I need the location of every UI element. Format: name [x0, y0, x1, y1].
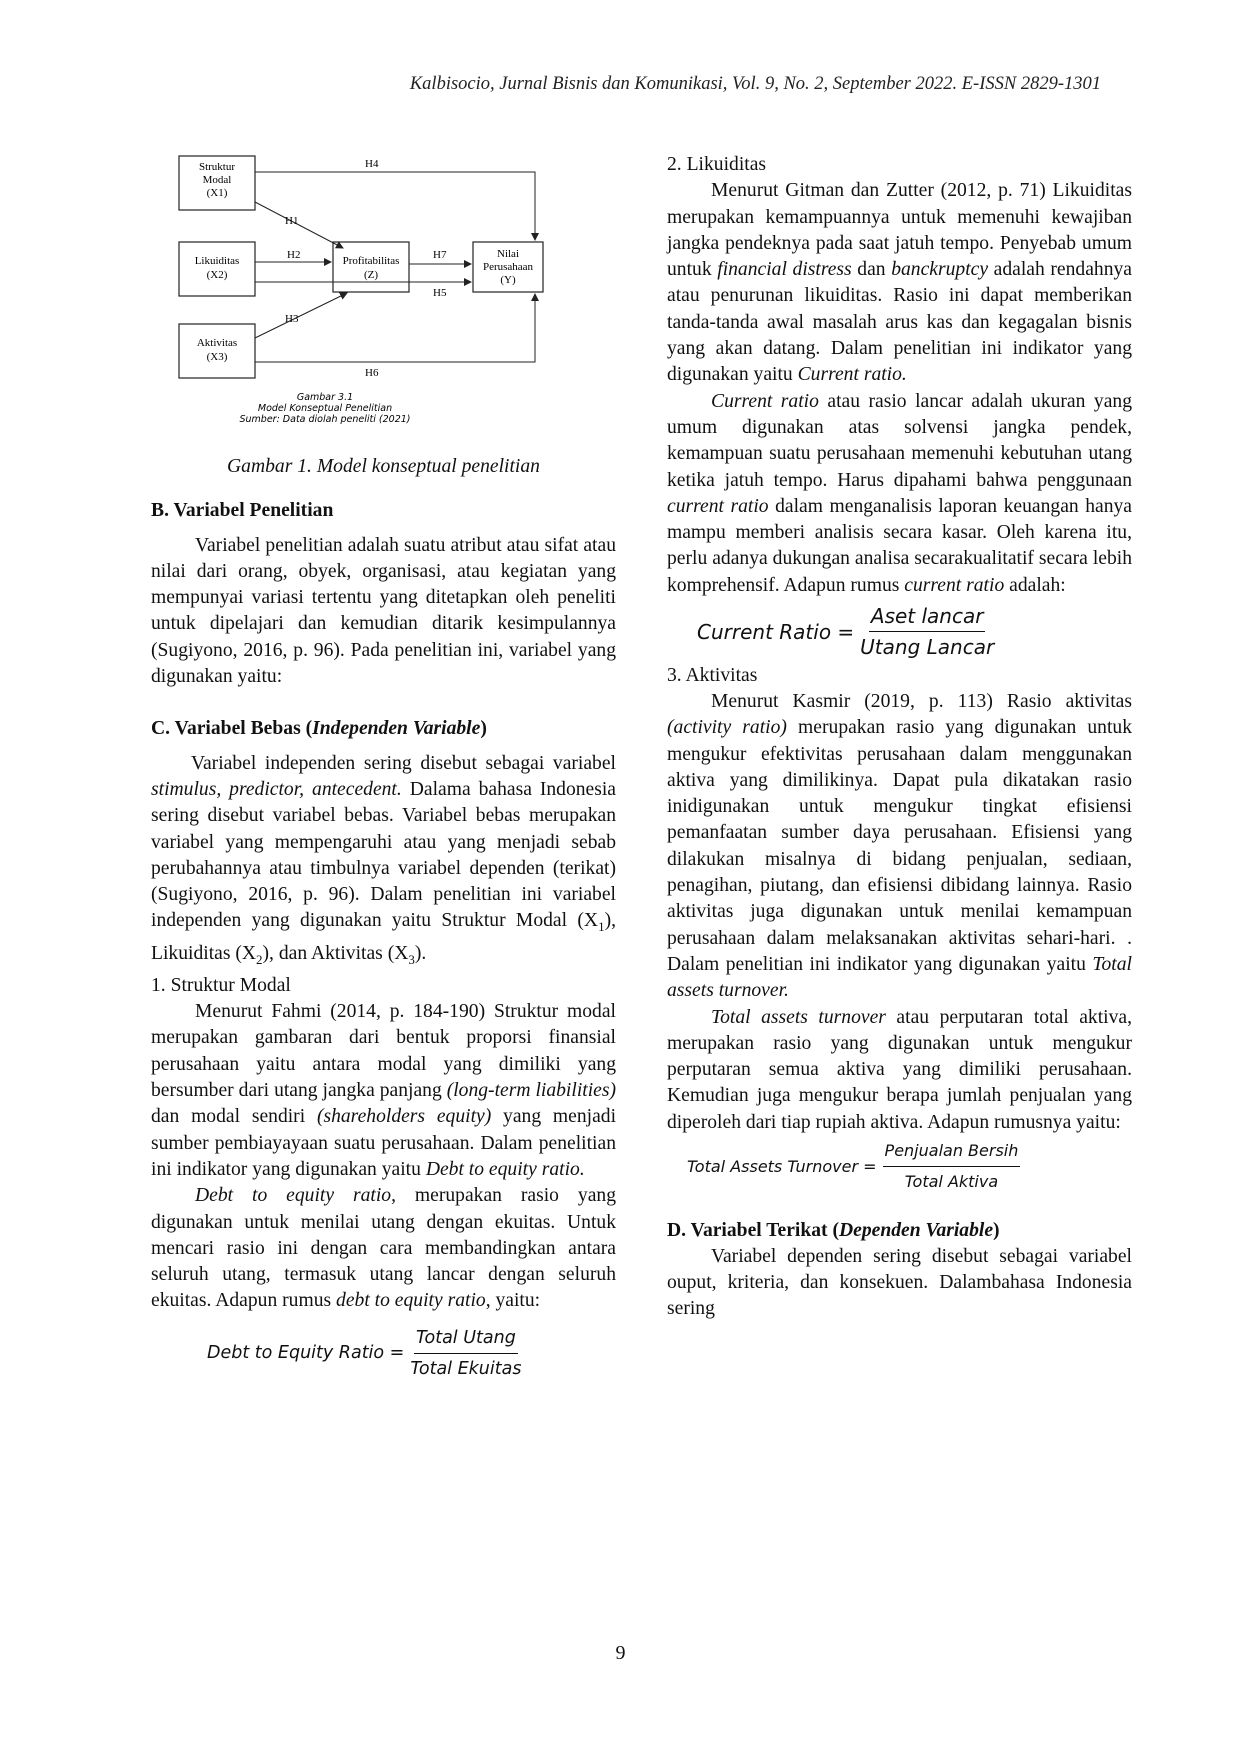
formula-der-num: Total Utang — [414, 1325, 518, 1354]
aktivitas-paragraph-2: Total assets turnover atau perputaran total aktiva, merupakan rasio yang digunakan untuk mengukur perputaran semua aktiva yang dimiliki perusahaan. Kemudian juga mengukur berapa jumlah penjualan yang diperoleh dari tiap rupiah aktiva. Adapun rumusnya yaitu: — [667, 1006, 1132, 1133]
z-line1: Profitabilitas — [342, 255, 400, 267]
struktur-modal-paragraph-2: Debt to equity ratio, merupakan rasio yang digunakan untuk menilai utang dengan ekuitas. Untuk mencari rasio ini dengan cara membandingkan antara seluruh utang, termasuk utang lancar dengan seluruh ekuitas. Adapun rumus debt to equity ratio, yaitu: — [151, 1185, 616, 1312]
struktur-modal-paragraph-1: Menurut Fahmi (2014, p. 184-190) Struktur modal merupakan gambaran dari bentuk proporsi finansial perusahaan yaitu antara modal yang dimiliki yang bersumber dari utang jangka panjang (long-term liabilities) dan modal sendiri (shareholders equity) yang menjadi sumber pembiayayaan suatu perusahaan. Dalam penelitian ini indikator yang digunakan yaitu Debt to equity ratio. — [151, 1001, 617, 1180]
y-line1: Nilai — [497, 248, 519, 260]
diagram-svg — [175, 152, 595, 452]
arrow-h6 — [255, 294, 535, 362]
section-d-paragraph: Variabel dependen sering disebut sebagai variabel ouput, kriteria, dan konsekuen. Dalambahasa Indonesia sering — [667, 1245, 1132, 1320]
formula-tat-den: Total Aktiva — [904, 1172, 999, 1192]
section-d-heading: D. Variabel Terikat (Dependen Variable) — [667, 1219, 1000, 1241]
y-line3: (Y) — [500, 274, 516, 286]
formula-cr-den: Utang Lancar — [860, 635, 995, 660]
left-column — [151, 152, 616, 1382]
inner-caption-3: Sumber: Data diolah peneliti (2021) — [239, 414, 411, 425]
right-column — [667, 152, 1132, 1323]
section-b-heading: B. Variabel Penelitian — [151, 500, 334, 522]
figure-conceptual-model — [151, 152, 616, 452]
running-header: Kalbisocio, Jurnal Bisnis dan Komunikasi, Vol. 9, No. 2, September 2022. E-ISSN 2829-1301 — [409, 74, 1101, 94]
aktivitas-paragraph-1: Menurut Kasmir (2019, p. 113) Rasio aktivitas (activity ratio) merupakan rasio yang digunakan untuk mengukur efektivitas perusahaan dalam menggunakan aktiva yang dimilikinya. Dapat pula dikatakan rasio inidigunakan untuk mengukur tingkat efisiensi pemanfaatan sumber daya perusahaan. Efisiensi yang dilakukan misalnya di bidang penjualan, sediaan, penagihan, piutang, dan efisiensi dibidang lainnya. Rasio aktivitas juga digunakan untuk menilai kemampuan perusahaan dalam melaksanakan aktivitas sehari-hari. . Dalam penelitian ini indikator yang digunakan yaitu Total assets turnover. — [667, 690, 1132, 1002]
x1-line2: Modal — [202, 174, 232, 186]
section-c-paragraph: Variabel independen sering disebut sebagai variabel stimulus, predictor, antecedent. Dalama bahasa Indonesia sering disebut variabel bebas. Variabel bebas merupakan variabel yang mempengaruhi atau yang menjadi sebab perubahannya atau timbulnya variabel dependen (terikat) (Sugiyono, 2016, p. 96). Dalam penelitian ini variabel independen yang digunakan yaitu Struktur Modal $(X_1)$, Likuiditas $(X_2)$, dan Aktivitas $(X_3)$. — [151, 752, 616, 967]
arrow-h1 — [255, 202, 343, 248]
likuiditas-title: 2. Likuiditas — [667, 154, 767, 175]
formula-tat — [687, 1138, 1132, 1196]
formula-der-den: Total Ekuitas — [410, 1359, 522, 1380]
inner-caption-2: Model Konseptual Penelitian — [257, 403, 393, 414]
formula-cr — [697, 603, 1132, 661]
label-h5: H5 — [433, 287, 447, 299]
inner-caption-1: Gambar 3.1 — [296, 392, 354, 403]
label-h6: H6 — [365, 367, 379, 379]
x1-line1: Struktur — [198, 161, 236, 173]
likuiditas-paragraph-1: Menurut Gitman dan Zutter (2012, p. 71) Likuiditas merupakan kemampuannya untuk memenuhi kewajiban jangka pendeknya pada saat jatuh tempo. Penyebab umum untuk financial distress dan banckruptcy adalah rendahnya atau penurunan likuiditas. Rasio ini dapat memberikan tanda-tanda awal masalah arus kas dan kegagalan bisnis yang akan datang. Dalam penelitian ini indikator yang digunakan yaitu Current ratio. — [667, 180, 1132, 386]
x1-line3: (X1) — [206, 187, 228, 199]
likuiditas-paragraph-2: Current ratio atau rasio lancar adalah ukuran yang umum digunakan atas solvensi jangka pendek, kemampuan suatu perusahaan memenuhi kebutuhan utang ketika jatuh tempo. Harus dipahami bahwa penggunaan current ratio dalam menganalisis laporan keuangan hanya mampu memberi analisis secara kasar. Oleh karena itu, perlu adanya dukungan analisa secarakualitatif secara lebih komprehensif. Adapun rumus current ratio adalah: — [667, 390, 1132, 596]
arrow-h3 — [255, 293, 347, 338]
label-h3: H3 — [285, 313, 299, 325]
page-number: 9 — [615, 1642, 626, 1664]
label-h7: H7 — [433, 249, 447, 261]
arrow-h4 — [255, 172, 535, 240]
x2-line1: Likuiditas — [194, 255, 240, 267]
formula-tat-lhs: Total Assets Turnover = — [687, 1156, 877, 1176]
label-h2: H2 — [287, 249, 301, 261]
y-line2: Perusahaan — [482, 261, 534, 273]
x3-line2: (X3) — [206, 351, 228, 363]
formula-der-lhs: Debt to Equity Ratio = — [207, 1343, 405, 1364]
label-h4: H4 — [365, 158, 379, 170]
struktur-modal-title: 1. Struktur Modal — [151, 974, 291, 996]
label-h1: H1 — [285, 215, 299, 227]
section-b-paragraph: Variabel penelitian adalah suatu atribut atau sifat atau nilai dari orang, obyek, organisasi, atau kegiatan yang mempunyai variasi tertentu yang ditetapkan oleh peneliti untuk dipelajari dan kemudian ditarik kesimpulannya (Sugiyono, 2016, p. 96). Pada penelitian ini, variabel yang digunakan yaitu: — [151, 534, 616, 688]
formula-cr-lhs: Current Ratio = — [697, 619, 855, 644]
section-c-heading: C. Variabel Bebas (Independen Variable) — [151, 718, 487, 740]
formula-cr-num: Aset lancar — [869, 603, 986, 632]
x2-line2: (X2) — [206, 269, 228, 281]
formula-tat-num: Penjualan Bersih — [883, 1138, 1021, 1167]
z-line2: (Z) — [363, 269, 379, 281]
box-profitabilitas — [333, 242, 409, 292]
formula-der — [207, 1325, 616, 1383]
x3-line1: Aktivitas — [196, 337, 238, 349]
aktivitas-title: 3. Aktivitas — [667, 664, 758, 686]
figure-caption: Gambar 1. Model konseptual penelitian — [227, 456, 540, 477]
